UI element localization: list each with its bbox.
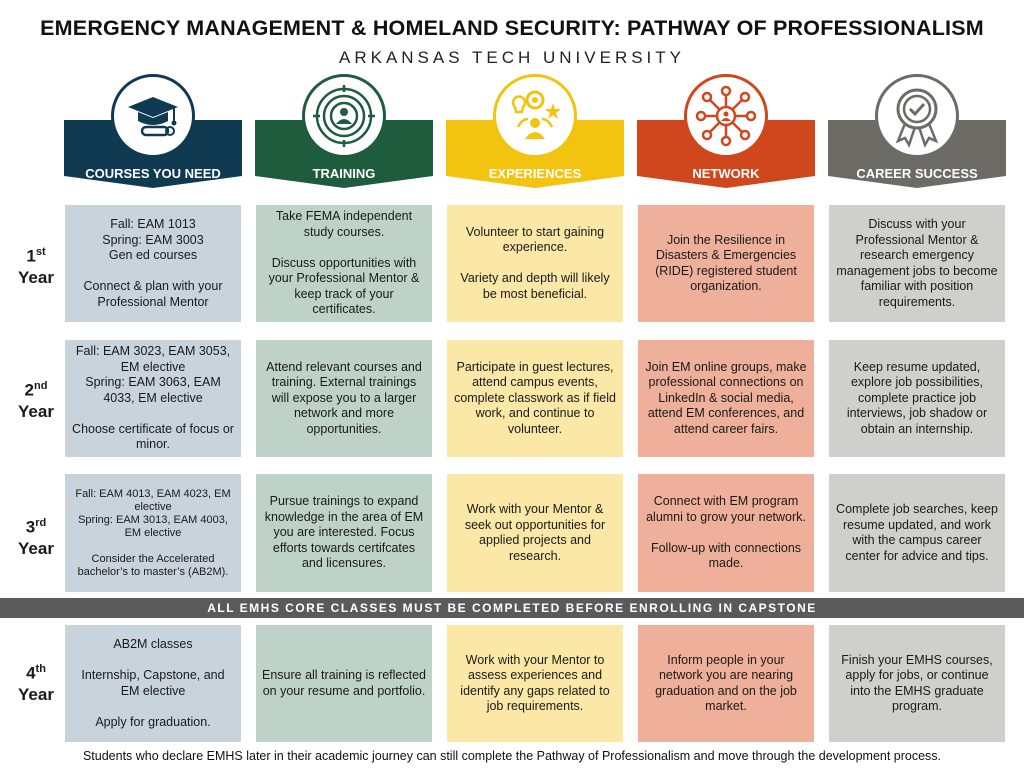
cell-year1-training: Take FEMA independent study courses. Discuss opportunities with your Professional Mentor & keep track of your certificates. <box>256 205 432 322</box>
cell-year1-network: Join the Resilience in Disasters & Emergencies (RIDE) registered student organization. <box>638 205 814 322</box>
cell-year3-courses: Fall: EAM 4013, EAM 4023, EM elective Spring: EAM 3013, EAM 4003, EM elective Consider the Accelerated bachelor’s to master’s (AB2M). <box>65 474 241 592</box>
graduation-cap-icon <box>111 74 195 158</box>
cell-year1-experiences: Volunteer to start gaining experience. Variety and depth will likely be most beneficial. <box>447 205 623 322</box>
cell-year2-career: Keep resume updated, explore job possibilities, complete practice job interviews, job shadow or obtain an internship. <box>829 340 1005 457</box>
cell-year4-training: Ensure all training is reflected on your resume and portfolio. <box>256 625 432 742</box>
cell-year2-experiences: Participate in guest lectures, attend campus events, complete classwork as if field work, and continue to volunteer. <box>447 340 623 457</box>
cell-year4-experiences: Work with your Mentor to assess experiences and identify any gaps related to job requirements. <box>447 625 623 742</box>
cell-year4-courses: AB2M classes Internship, Capstone, and EM elective Apply for graduation. <box>65 625 241 742</box>
cell-year4-network: Inform people in your network you are nearing graduation and on the job market. <box>638 625 814 742</box>
cell-year1-courses: Fall: EAM 1013 Spring: EAM 3003 Gen ed courses Connect & plan with your Professional Mentor <box>65 205 241 322</box>
ideas-star-icon <box>493 74 577 158</box>
cell-year2-network: Join EM online groups, make professional connections on LinkedIn & social media, attend EM conferences, and attend career fairs. <box>638 340 814 457</box>
year-label-1: 1st Year <box>18 246 54 287</box>
cell-year2-courses: Fall: EAM 3023, EAM 3053, EM elective Spring: EAM 3063, EAM 4033, EM elective Choose certificate of focus or minor. <box>65 340 241 457</box>
cell-year3-training: Pursue trainings to expand knowledge in the area of EM you are interested. Focus efforts towards certifcates and licensures. <box>256 474 432 592</box>
column-label: NETWORK <box>692 166 760 181</box>
year-label-2: 2nd Year <box>18 380 54 421</box>
year-label-3: 3rd Year <box>18 517 54 558</box>
footnote: Students who declare EMHS later in their academic journey can still complete the Pathway of Professionalism and move through the development process. <box>82 749 942 763</box>
network-hub-icon <box>684 74 768 158</box>
column-label: TRAINING <box>312 166 376 181</box>
target-person-icon <box>302 74 386 158</box>
cell-year1-career: Discuss with your Professional Mentor & research emergency management jobs to become familiar with position requirements. <box>829 205 1005 322</box>
column-label: COURSES YOU NEED <box>85 166 221 181</box>
award-ribbon-icon <box>875 74 959 158</box>
cell-year2-training: Attend relevant courses and training. External trainings will expose you to a larger network and more opportunities. <box>256 340 432 457</box>
cell-year4-career: Finish your EMHS courses, apply for jobs, or continue into the EMHS graduate program. <box>829 625 1005 742</box>
capstone-requirement-banner: ALL EMHS CORE CLASSES MUST BE COMPLETED BEFORE ENROLLING IN CAPSTONE <box>0 598 1024 618</box>
cell-year3-experiences: Work with your Mentor & seek out opportunities for applied projects and research. <box>447 474 623 592</box>
cell-year3-career: Complete job searches, keep resume updated, and work with the campus career center for advice and tips. <box>829 474 1005 592</box>
column-label: CAREER SUCCESS <box>856 166 978 181</box>
column-label: EXPERIENCES <box>488 166 582 181</box>
page-subtitle: ARKANSAS TECH UNIVERSITY <box>338 48 686 67</box>
cell-year3-network: Connect with EM program alumni to grow your network. Follow-up with connections made. <box>638 474 814 592</box>
page-title: EMERGENCY MANAGEMENT & HOMELAND SECURITY: PATHWAY OF PROFESSIONALISM <box>40 16 984 40</box>
year-label-4: 4th Year <box>18 663 54 704</box>
